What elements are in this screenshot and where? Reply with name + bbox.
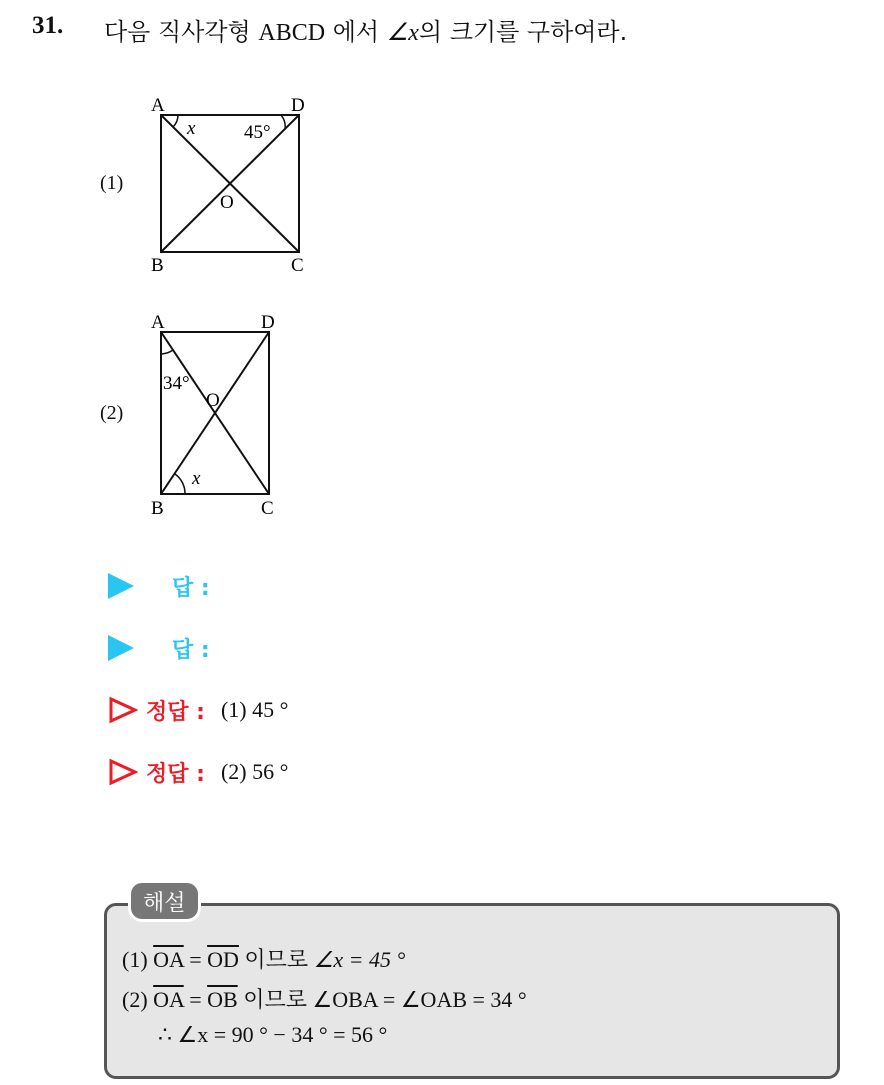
figure1-diagram <box>140 90 330 280</box>
answer-blank-label-2: 답 : <box>172 637 210 663</box>
figure2-angle-34-arc <box>161 350 173 354</box>
correct-answer-row-1 <box>108 690 288 730</box>
angle-symbol: ∠x <box>386 20 419 46</box>
figure1-vertex-a: A <box>151 95 165 116</box>
explanation-line-2 <box>122 983 527 1014</box>
answer-blank-row-1 <box>108 566 210 606</box>
rectangle-name: ABCD <box>258 20 326 46</box>
explanation-line2-rest: ∠OBA = ∠OAB = 34 ° <box>312 987 527 1012</box>
explanation-line1-rest: ∠x = 45 ° <box>313 947 406 972</box>
figure2-angle-34-label: 34° <box>163 373 190 394</box>
figure2-vertex-c: C <box>261 498 274 519</box>
explanation-line2-seg1: $\overline{OA}$ <box>153 987 184 1012</box>
question-prefix: 다음 직사각형 <box>104 18 251 46</box>
figure1-angle-x-arc <box>173 115 178 127</box>
explanation-line1-word: 이므로 <box>244 948 309 973</box>
explanation-line1-seg1: $\overline{OA}$ <box>153 947 184 972</box>
question-mid: 에서 <box>332 18 380 46</box>
figure2-vertex-d: D <box>261 312 275 333</box>
figure2-angle-x-label: x <box>192 468 201 489</box>
correct-answer-row-2 <box>108 752 288 792</box>
explanation-line2-word: 이므로 <box>243 988 307 1013</box>
figure2-vertex-b: B <box>151 498 164 519</box>
question-text <box>104 12 627 47</box>
correct-answer-value-1: (1) 45 ° <box>220 697 289 722</box>
explanation-line2-num: (2) <box>122 987 148 1012</box>
explanation-line1-num: (1) <box>122 947 148 972</box>
play-triangle-icon <box>108 573 134 599</box>
explanation-line2-seg2: $\overline{OB}$ <box>207 987 238 1012</box>
figure2-diagram <box>140 308 290 523</box>
figure1-vertex-c: C <box>291 255 304 276</box>
question-suffix: 의 크기를 구하여라. <box>418 18 628 46</box>
explanation-line1-seg2: $\overline{OD}$ <box>207 947 239 972</box>
correct-answer-label-1: 정답 : <box>146 699 205 725</box>
figure1-center-o: O <box>220 192 234 213</box>
figure1-angle-45-label: 45° <box>244 122 271 143</box>
explanation-line-3: ∴ ∠x = 90 ° − 34 ° = 56 ° <box>158 1022 388 1047</box>
figure2-center-o: O <box>206 390 220 411</box>
outline-triangle-icon <box>108 696 138 724</box>
explanation-line-1 <box>122 943 405 974</box>
figure1-angle-x-label: x <box>187 118 196 139</box>
question-number: 31. <box>32 12 64 39</box>
explanation-line1-eq: = <box>189 947 202 972</box>
correct-answer-label-2: 정답 : <box>146 761 205 787</box>
figure1-angle-45-arc <box>281 115 285 129</box>
figure2-vertex-a: A <box>151 312 165 333</box>
figure1-vertex-b: B <box>151 255 164 276</box>
explanation-tag: 해설 <box>128 880 201 922</box>
outline-triangle-icon <box>108 758 138 786</box>
figure1-label: (1) <box>100 172 124 194</box>
answer-blank-row-2 <box>108 628 210 668</box>
figure2-label: (2) <box>100 402 124 424</box>
explanation-line2-eq: = <box>189 987 202 1012</box>
correct-answer-value-2: (2) 56 ° <box>220 759 289 784</box>
figure1-vertex-d: D <box>291 95 305 116</box>
play-triangle-icon <box>108 635 134 661</box>
figure2-angle-x-arc <box>175 474 185 494</box>
answer-blank-label-1: 답 : <box>172 575 210 601</box>
